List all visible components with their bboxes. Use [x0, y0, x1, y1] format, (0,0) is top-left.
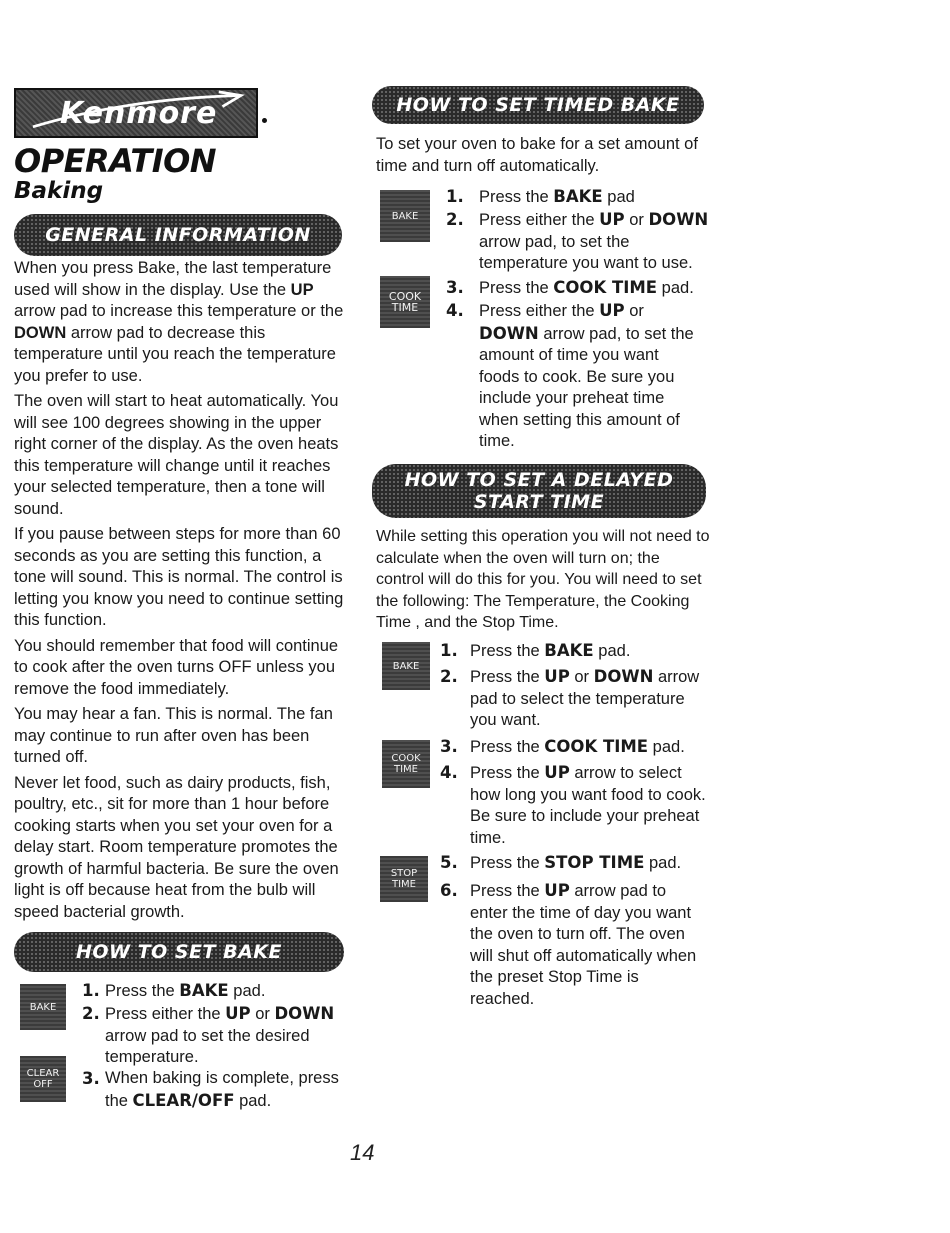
emphasis: DOWN [274, 1004, 335, 1023]
step-text: When baking is complete, press the CLEAR/OFF pad. [105, 1069, 339, 1110]
timed-bake-banner [372, 86, 704, 124]
step-number: 1. [82, 981, 100, 1000]
timed-bake-step [446, 277, 710, 299]
stop-time-pad-icon [380, 856, 428, 902]
delayed-start-step [440, 736, 710, 758]
step-text: Press either the UP or DOWN arrow pad, to set the amount of time you want foods to cook. Be sure you include your preheat time when setting this amount of time. [479, 301, 694, 450]
emphasis: BAKE [553, 187, 603, 206]
emphasis: STOP TIME [544, 853, 645, 872]
step-text: Press the BAKE pad. [470, 641, 631, 660]
general-paragraph: You should remember that food will continue to cook after the oven turns OFF unless you remove the food immediately. [14, 636, 339, 698]
set-bake-step [82, 1068, 352, 1112]
timed-bake-step [446, 186, 710, 208]
step-number: 3. [446, 278, 464, 297]
step-text: Press the BAKE pad. [105, 981, 266, 1000]
step-text: Press either the UP or DOWN arrow pad, to set the temperature you want to use. [479, 210, 709, 272]
emphasis: UP [599, 210, 625, 229]
general-paragraph: If you pause between steps for more than 60 seconds as you are setting this function, a tone will sound. This is normal. The control is letting you know you need to continue setting this function. [14, 525, 344, 629]
logo-dot [262, 118, 267, 123]
delayed-start-intro: While setting this operation you will not need to calculate when the oven will turn on; the control will do this for you. You will need to set the following: The Temperature, the Cooking Time , and the Stop Time. [376, 528, 710, 631]
delayed-start-banner [372, 464, 706, 518]
emphasis: COOK TIME [544, 737, 649, 756]
step-number: 4. [446, 301, 464, 320]
emphasis: COOK TIME [553, 278, 658, 297]
step-text: Press the BAKE pad [479, 187, 635, 206]
step-text: Press the COOK TIME pad. [470, 737, 685, 756]
cook-time-pad-label: TIME [391, 301, 419, 314]
clear-off-pad-icon [20, 1056, 66, 1102]
timed-bake-banner-text: HOW TO SET TIMED BAKE [396, 94, 680, 116]
general-information-text [14, 258, 346, 923]
emphasis: UP [544, 667, 570, 686]
general-paragraph: You may hear a fan. This is normal. The fan may continue to run after oven has been turned off. [14, 705, 333, 766]
emphasis: UP [599, 301, 625, 320]
step-text: Press the UP arrow pad to enter the time of day you want the oven to turn off. The oven will shut off automatically when the preset Stop Time is reached. [470, 881, 697, 1008]
general-paragraph: Never let food, such as dairy products, fish, poultry, etc., sit for more than 1 hour before cooking starts when you set your oven for a delay start. Room temperature promotes the growth of harmful bacteria. Be sure the oven light is off because heat from the bulb will speed bacterial growth. [14, 773, 339, 921]
step-number: 1. [446, 187, 464, 206]
step-number: 6. [440, 881, 458, 900]
delayed-start-step [440, 880, 710, 1012]
clear-off-pad-label: OFF [33, 1079, 53, 1090]
step-text: Press the COOK TIME pad. [479, 278, 694, 297]
page-number: 14 [350, 1140, 375, 1165]
emphasis: UP [225, 1004, 251, 1023]
delayed-start-step [440, 666, 710, 732]
timed-bake-step [446, 300, 710, 454]
delayed-start-banner-text: START TIME [473, 491, 605, 513]
timed-bake-step [446, 209, 710, 275]
page-title: OPERATION [14, 142, 217, 180]
set-bake-banner-text: HOW TO SET BAKE [76, 941, 282, 963]
emphasis: DOWN [593, 667, 654, 686]
clear-off-pad-label: CLEAR [26, 1068, 60, 1079]
cook-time-pad-icon [380, 276, 430, 328]
step-text: Press the STOP TIME pad. [470, 853, 682, 872]
step-number: 3. [82, 1069, 100, 1088]
step-text: Press the UP arrow to select how long you want food to cook. Be sure to include your preheat time. [470, 763, 706, 847]
set-bake-step [82, 1003, 352, 1069]
kenmore-logo [14, 88, 258, 138]
bake-pad-icon [20, 984, 66, 1030]
timed-bake-intro: To set your oven to bake for a set amount of time and turn off automatically. [376, 135, 698, 175]
step-text: Press either the UP or DOWN arrow pad to set the desired temperature. [105, 1004, 335, 1066]
general-paragraph: The oven will start to heat automatically. You will see 100 degrees showing in the upper right corner of the display. As the oven heats this temperature will change until it reaches your selected temperature, then a tone will sound. [14, 392, 339, 518]
bake-pad-icon [382, 642, 430, 690]
emphasis: DOWN [648, 210, 709, 229]
step-number: 4. [440, 763, 458, 782]
emphasis: UP [544, 881, 570, 900]
step-number: 2. [82, 1004, 100, 1023]
stop-time-pad-label: STOP [390, 868, 418, 879]
delayed-start-step [440, 852, 710, 874]
stop-time-pad-label: TIME [391, 879, 416, 890]
cook-time-pad-icon [382, 740, 430, 788]
step-number: 3. [440, 737, 458, 756]
step-number: 1. [440, 641, 458, 660]
step-number: 5. [440, 853, 458, 872]
delayed-start-step [440, 762, 710, 850]
emphasis: UP [544, 763, 570, 782]
general-paragraph: When you press Bake, the last temperature used will show in the display. Use the UP arrow pad to increase this temperature or the DOWN arrow pad to decrease this temperature until you reach the temperature you prefer to use. [14, 259, 344, 385]
emphasis: BAKE [179, 981, 229, 1000]
set-bake-step [82, 980, 352, 1002]
emphasis: DOWN [14, 323, 67, 342]
emphasis: UP [290, 280, 314, 299]
cook-time-pad-label: COOK [388, 290, 422, 303]
bake-pad-label: BAKE [392, 660, 420, 672]
delayed-start-step [440, 640, 710, 662]
emphasis: BAKE [544, 641, 594, 660]
delayed-start-banner-text: HOW TO SET A DELAYED [404, 469, 674, 491]
general-information-banner-text: GENERAL INFORMATION [45, 224, 311, 246]
cook-time-pad-label: COOK [391, 753, 421, 764]
page-subtitle: Baking [14, 178, 104, 204]
cook-time-pad-label: TIME [393, 764, 418, 775]
general-information-banner [14, 214, 342, 256]
emphasis: DOWN [479, 323, 539, 343]
bake-pad-icon [380, 190, 430, 242]
bake-pad-label: BAKE [391, 210, 419, 222]
set-bake-banner [14, 932, 344, 972]
step-text: Press the UP or DOWN arrow pad to select the temperature you want. [470, 667, 700, 729]
bake-pad-label: BAKE [29, 1001, 57, 1013]
step-number: 2. [446, 210, 464, 229]
logo-text: Kenmore [60, 96, 218, 131]
step-number: 2. [440, 667, 458, 686]
emphasis: CLEAR/OFF [132, 1090, 235, 1110]
